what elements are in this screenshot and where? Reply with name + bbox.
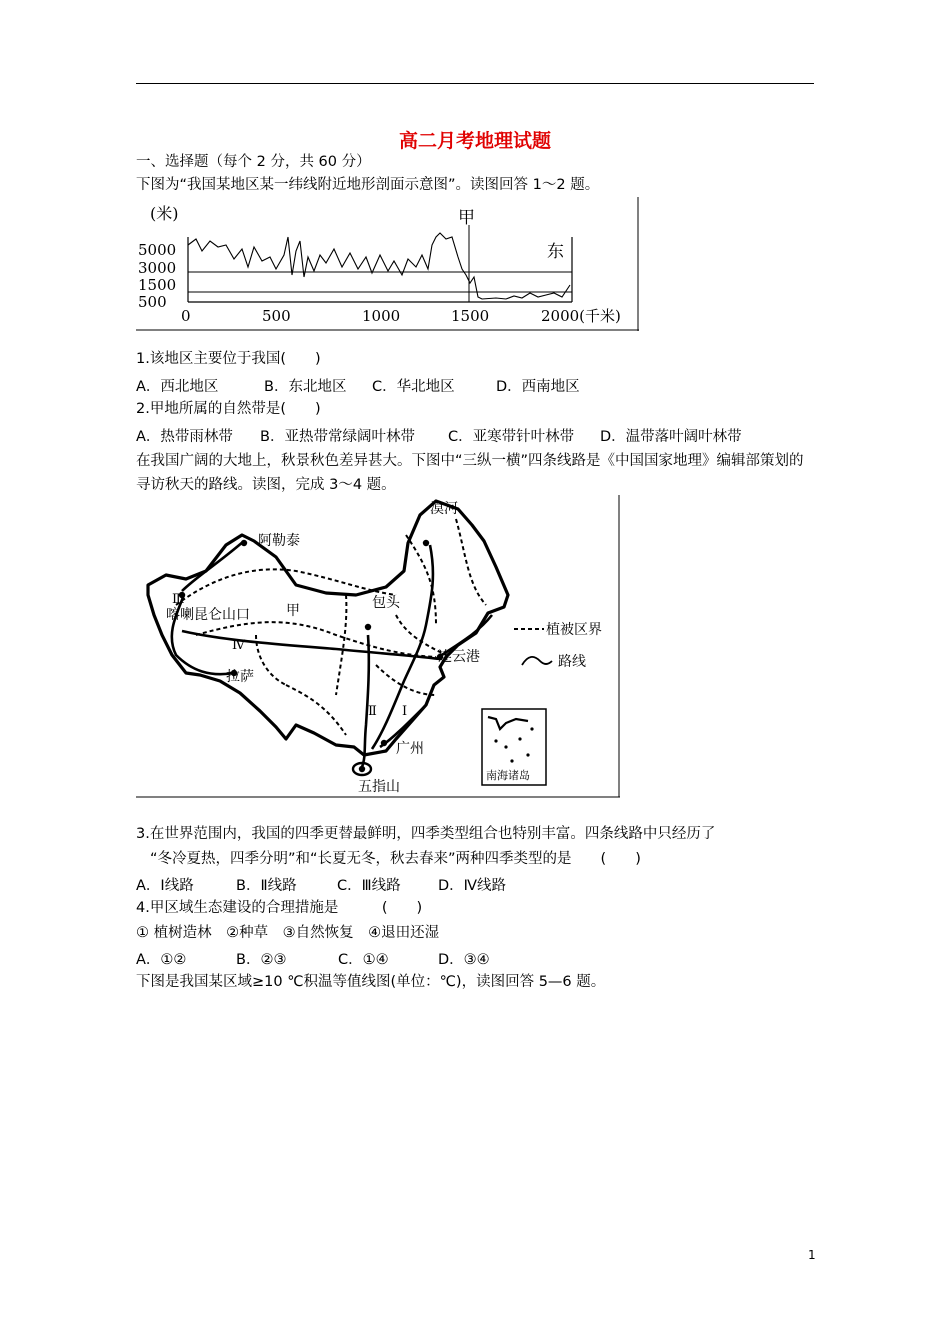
region-jia: 甲 — [286, 603, 300, 619]
option: D．温带落叶阔叶林带 — [600, 429, 742, 445]
x-tick: 500 — [262, 307, 291, 325]
legend-boundary: 植被区界 — [546, 622, 602, 638]
label-east: 东 — [547, 242, 564, 262]
x-tick: 2000(千米) — [541, 307, 621, 325]
header-rule — [136, 83, 814, 84]
intro-q3-4: 在我国广阔的大地上，秋景秋色差异甚大。下图中“三纵一横”四条线路是《中国国家地理》编辑部策划的寻访秋天的路线。读图，完成 3～4 题。 — [136, 453, 804, 493]
option: A．①② — [136, 952, 187, 968]
q3-stem-line1: 3.在世界范围内，我国的四季更替最鲜明，四季类型组合也特别丰富。四条线路中只经历了 — [136, 826, 716, 842]
q1-stem: 1.该地区主要位于我国( ) — [136, 351, 321, 367]
place-altay: 阿勒泰 — [258, 533, 300, 549]
option: C．Ⅲ线路 — [337, 878, 401, 894]
x-tick: 1000 — [362, 307, 401, 325]
inset-label: 南海诸岛 — [486, 769, 530, 782]
y-tick: 5000 — [138, 241, 177, 259]
option: A．Ⅰ线路 — [136, 878, 194, 894]
q4-stem: 4.甲区域生态建设的合理措施是 ( ) — [136, 900, 423, 916]
option: B．Ⅱ线路 — [236, 878, 297, 894]
q1-options — [136, 375, 580, 396]
y-tick: 3000 — [138, 259, 177, 277]
y-tick: 500 — [138, 293, 167, 311]
q2-options — [136, 425, 742, 446]
route-label: Ⅱ — [368, 704, 377, 719]
option: C．华北地区 — [372, 379, 455, 395]
option: A．热带雨林带 — [136, 429, 233, 445]
option: C．①④ — [338, 952, 389, 968]
q4-options — [136, 948, 490, 969]
q3-stem-line2: “冬冷夏热，四季分明”和“长夏无冬，秋去春来”两种四季类型的是 ( ) — [150, 851, 641, 867]
page-number: 1 — [808, 1248, 816, 1262]
intro-q1-2: 下图为“我国某地区某一纬线附近地形剖面示意图”。读图回答 1～2 题。 — [136, 177, 600, 193]
option: B．②③ — [236, 952, 287, 968]
y-axis-unit: (米) — [150, 204, 179, 223]
china-routes-map — [136, 495, 620, 798]
option: B．东北地区 — [264, 379, 347, 395]
place-lianyungang: 连云港 — [438, 649, 480, 665]
route-label: Ⅰ — [402, 704, 408, 719]
option: B．亚热带常绿阔叶林带 — [260, 429, 415, 445]
x-tick: 1500 — [451, 307, 490, 325]
page-title: 高二月考地理试题 — [398, 130, 551, 152]
q4-choices: ① 植树造林 ②种草 ③自然恢复 ④退田还湿 — [136, 925, 440, 941]
option: D．③④ — [438, 952, 490, 968]
option: A．西北地区 — [136, 379, 219, 395]
label-jia: 甲 — [458, 208, 475, 228]
route-label: Ⅳ — [232, 638, 245, 653]
place-guangzhou: 广州 — [396, 741, 424, 757]
option: D．Ⅳ线路 — [438, 878, 507, 894]
intro-q5-6: 下图是我国某区域≥10 ℃积温等值线图(单位：℃)，读图回答 5—6 题。 — [136, 974, 606, 990]
route-label: Ⅲ — [172, 592, 185, 607]
section-heading: 一、选择题（每个 2 分，共 60 分） — [136, 154, 371, 170]
q3-options — [136, 874, 506, 895]
terrain-profile-figure — [136, 197, 639, 332]
x-tick: 0 — [181, 307, 191, 325]
place-lhasa: 拉萨 — [226, 669, 254, 685]
place-wuzhishan: 五指山 — [358, 779, 400, 795]
place-mohe: 漠河 — [430, 501, 458, 517]
y-tick: 1500 — [138, 276, 177, 294]
q2-stem: 2.甲地所属的自然带是( ) — [136, 401, 321, 417]
place-baotou: 包头 — [372, 595, 400, 611]
option: D．西南地区 — [496, 379, 580, 395]
option: C．亚寒带针叶林带 — [448, 429, 575, 445]
legend-route: 路线 — [558, 654, 586, 670]
place-karakoram-pass: 喀喇昆仑山口 — [166, 607, 250, 623]
